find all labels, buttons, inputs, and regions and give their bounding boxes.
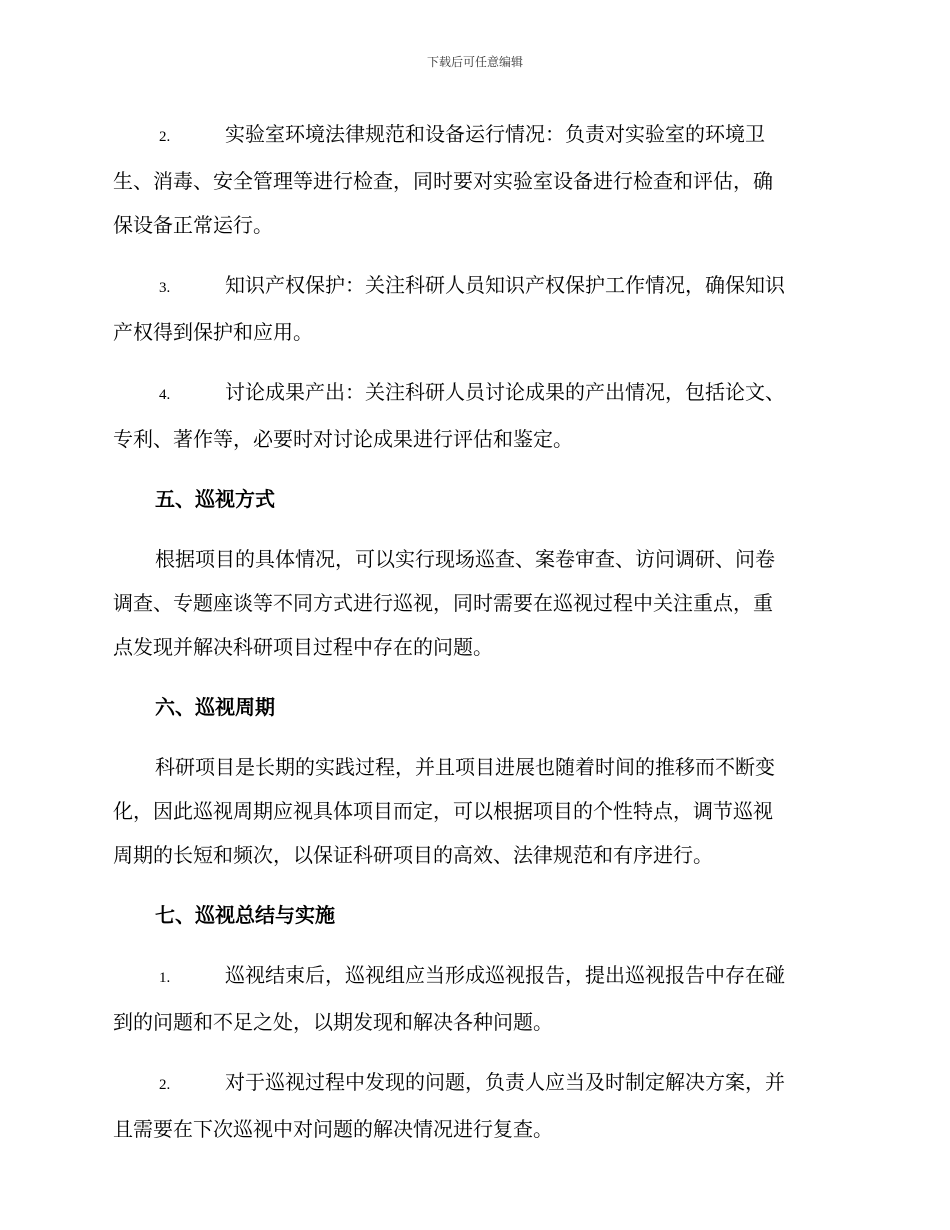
numbered-item [113,953,837,1044]
section-heading: 七、巡视总结与实施 [155,903,335,927]
item-number: 1. [159,970,171,986]
paragraph-line: 调查、专题座谈等不同方式进行巡视，同时需要在巡视过程中关注重点，重 [113,591,773,615]
paragraph [113,745,837,877]
numbered-item [113,263,837,354]
item-first-line [113,370,837,417]
numbered-item [113,112,837,247]
item-first-line [113,263,837,310]
item-text: 对于巡视过程中发现的问题，负责人应当及时制定解决方案，并 [225,1070,785,1094]
item-text-line: 保设备正常运行。 [113,213,273,237]
item-first-line [113,953,837,1000]
item-first-line [113,112,837,159]
item-number: 3. [159,280,171,296]
item-text-line: 到的问题和不足之处，以期发现和解决各种问题。 [113,1010,553,1034]
paragraph [113,537,837,669]
item-text-line: 专利、著作等，必要时对讨论成果进行评估和鉴定。 [113,427,573,451]
item-number: 4. [159,387,171,403]
item-text: 巡视结束后，巡视组应当形成巡视报告，提出巡视报告中存在碰 [225,963,785,987]
paragraph-line: 点发现并解决科研项目过程中存在的问题。 [113,635,493,659]
numbered-item [113,1060,837,1151]
item-text-line: 且需要在下次巡视中对问题的解决情况进行复查。 [113,1117,553,1141]
item-first-line [113,1060,837,1107]
item-number: 2. [159,1077,171,1093]
item-text-line: 生、消毒、安全管理等进行检查，同时要对实验室设备进行检查和评估，确 [113,169,773,193]
section-heading: 五、巡视方式 [155,487,275,511]
paragraph-line: 根据项目的具体情况，可以实行现场巡查、案卷审查、访问调研、问卷 [155,547,775,571]
paragraph-line: 科研项目是长期的实践过程，并且项目进展也随着时间的推移而不断变 [155,755,775,779]
item-text-line: 产权得到保护和应用。 [113,320,313,344]
item-text: 知识产权保护：关注科研人员知识产权保护工作情况，确保知识 [225,273,785,297]
numbered-item [113,370,837,461]
page-header: 下载后可任意编辑 [426,55,523,69]
paragraph-line: 周期的长短和频次，以保证科研项目的高效、法律规范和有序进行。 [113,843,713,867]
section-heading: 六、巡视周期 [155,695,275,719]
item-text: 实验室环境法律规范和设备运行情况：负责对实验室的环境卫 [225,122,765,146]
paragraph-line: 化，因此巡视周期应视具体项目而定，可以根据项目的个性特点，调节巡视 [113,799,773,823]
item-number: 2. [159,129,171,145]
document-body [113,112,837,1167]
item-text: 讨论成果产出：关注科研人员讨论成果的产出情况，包括论文、 [225,380,785,404]
